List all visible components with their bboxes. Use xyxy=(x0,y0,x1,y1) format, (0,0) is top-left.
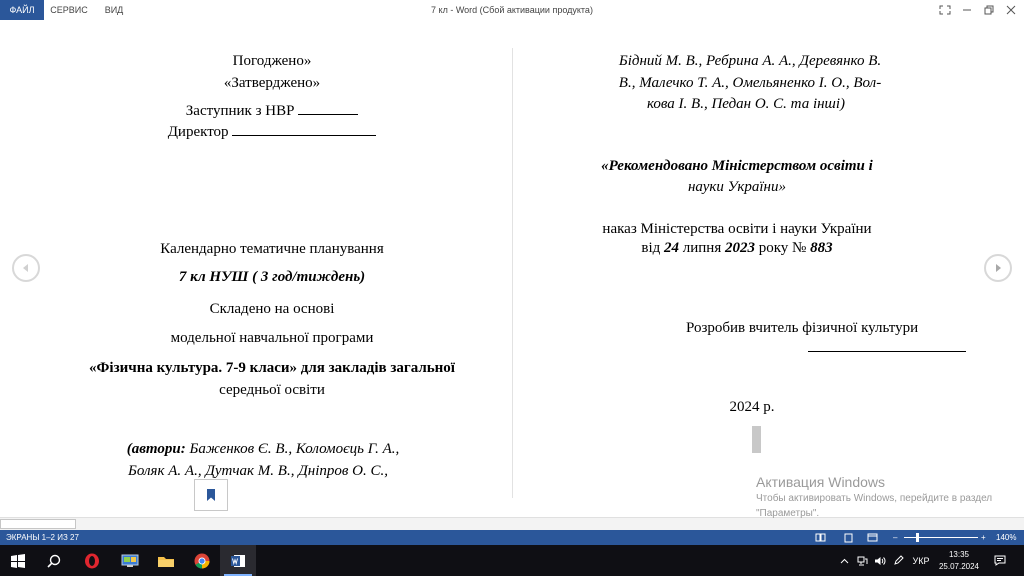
chevron-up-icon xyxy=(840,558,849,564)
tray-volume[interactable] xyxy=(872,545,888,576)
taskbar-opera[interactable] xyxy=(74,545,110,576)
program-name-line: «Фізична культура. 7-9 класи» для закладів загальної xyxy=(89,360,455,376)
zoom-level[interactable]: 140% xyxy=(996,533,1017,542)
pen-icon xyxy=(893,555,904,566)
title-bar xyxy=(0,0,1024,20)
taskbar-word[interactable] xyxy=(220,545,256,576)
close-button[interactable] xyxy=(1000,0,1022,20)
menu-service[interactable]: СЕРВИС xyxy=(50,5,88,15)
order-month: липня xyxy=(682,240,722,256)
search-icon xyxy=(47,554,61,568)
program-line: модельної навчальної програми xyxy=(170,330,374,346)
zoom-slider-thumb[interactable] xyxy=(916,533,919,542)
order-day: 24 xyxy=(664,240,680,256)
recommended-line-2: науки України» xyxy=(687,179,786,195)
restore-button[interactable] xyxy=(978,0,1000,20)
developer-line: Розробив вчитель фізичної культури xyxy=(686,320,919,336)
year-line: 2024 р. xyxy=(729,399,775,415)
taskbar-clock[interactable] xyxy=(936,549,982,573)
director-signature-line xyxy=(232,122,376,136)
book-icon xyxy=(815,533,826,542)
menu-file[interactable]: ФАЙЛ xyxy=(0,0,44,20)
director-line xyxy=(0,122,544,142)
zoom-in-button[interactable]: + xyxy=(981,533,986,542)
previous-screen-button[interactable] xyxy=(12,254,40,282)
clock-date: 25.07.2024 xyxy=(938,562,980,571)
screen-counter: ЭКРАНЫ 1–2 ИЗ 27 xyxy=(6,533,79,542)
windows-taskbar xyxy=(0,545,1024,576)
authors-line-1 xyxy=(0,439,526,459)
tray-language[interactable]: УКР xyxy=(912,555,930,566)
web-layout-button[interactable] xyxy=(866,532,878,543)
fullscreen-button[interactable] xyxy=(934,0,956,20)
bookmark-icon xyxy=(206,489,216,501)
start-button[interactable] xyxy=(0,545,36,576)
page-icon xyxy=(844,533,853,543)
order-word: року № xyxy=(758,240,807,256)
authors-names-1: Баженков Є. В., Коломоєць Г. А., xyxy=(185,441,400,457)
fullscreen-icon xyxy=(939,5,951,15)
speaker-icon xyxy=(874,556,886,566)
status-bar xyxy=(0,530,1024,545)
based-on-line: Складено на основі xyxy=(209,301,335,317)
menu-view[interactable]: ВИД xyxy=(104,5,124,15)
authors-cont-line-3: кова І. В., Педан О. С. та інші) xyxy=(646,96,846,112)
authors-cont-line-2: В., Малечко Т. А., Омельяненко І. О., Вол- xyxy=(618,75,882,91)
developer-signature-line xyxy=(808,338,966,352)
tray-overflow-button[interactable] xyxy=(836,545,852,576)
clock-time: 13:35 xyxy=(948,550,970,559)
order-line-2 xyxy=(514,238,960,258)
notification-icon xyxy=(994,555,1006,566)
next-screen-button[interactable] xyxy=(984,254,1012,282)
activation-title: Активация Windows xyxy=(756,474,886,490)
agreed-label: Погоджено» xyxy=(232,53,312,69)
taskbar-chrome[interactable] xyxy=(184,545,220,576)
file-explorer-icon xyxy=(157,554,175,568)
minimize-icon xyxy=(962,5,972,15)
authors-cont-line-1: Бідний М. В., Ребрина А. А., Деревянко В. xyxy=(618,53,882,69)
document-title: 7 кл - Word (Сбой активации продукта) xyxy=(431,5,593,15)
windows-activation-watermark xyxy=(756,473,996,521)
authors-lead: (автори: xyxy=(126,441,186,457)
arrow-left-icon xyxy=(21,263,31,273)
tray-network[interactable] xyxy=(854,545,870,576)
close-icon xyxy=(1006,5,1016,15)
recommended-line-1: «Рекомендовано Міністерством освіти і xyxy=(601,158,873,174)
authors-line-2: Боляк А. А., Дутчак М. В., Дніпров О. С., xyxy=(128,463,388,479)
taskbar-control-panel[interactable] xyxy=(112,545,148,576)
grade-line: 7 кл НУШ ( 3 год/тиждень) xyxy=(178,269,366,285)
control-panel-icon xyxy=(121,554,139,568)
order-prefix: від xyxy=(641,240,661,256)
opera-icon xyxy=(84,553,100,569)
activation-subtitle: Чтобы активировать Windows, перейдите в раздел "Параметры". xyxy=(756,493,993,519)
deputy-label: Заступник з НВР xyxy=(185,103,295,119)
order-year: 2023 xyxy=(724,240,755,256)
director-label: Директор xyxy=(167,124,229,140)
restore-icon xyxy=(984,5,994,15)
bookmark-button[interactable] xyxy=(194,479,228,511)
taskbar-search-button[interactable] xyxy=(36,545,72,576)
minimize-button[interactable] xyxy=(956,0,978,20)
document-page-right xyxy=(514,20,1024,518)
document-page-left xyxy=(0,20,512,518)
deputy-line xyxy=(0,101,544,121)
deputy-signature-line xyxy=(298,101,358,115)
print-layout-button[interactable] xyxy=(842,532,854,543)
page-divider xyxy=(512,48,513,498)
tray-keyboard[interactable] xyxy=(890,545,906,576)
web-layout-icon xyxy=(867,533,878,542)
arrow-right-icon xyxy=(993,263,1003,273)
windows-start-icon xyxy=(11,554,25,568)
scrollbar-thumb[interactable] xyxy=(0,519,76,529)
approved-label: «Затверджено» xyxy=(223,75,321,91)
plan-title: Календарно тематичне планування xyxy=(160,241,384,257)
order-number: 883 xyxy=(810,240,833,256)
word-icon xyxy=(230,553,246,569)
text-cursor-marker xyxy=(752,426,761,453)
zoom-out-button[interactable]: – xyxy=(893,533,898,542)
action-center-button[interactable] xyxy=(990,545,1010,576)
network-icon xyxy=(857,556,868,566)
chrome-icon xyxy=(194,553,210,569)
taskbar-file-explorer[interactable] xyxy=(148,545,184,576)
order-line-1: наказ Міністерства освіти і науки України xyxy=(602,221,872,237)
program-name-line-2: середньої освіти xyxy=(219,382,325,398)
read-mode-button[interactable] xyxy=(814,532,826,543)
